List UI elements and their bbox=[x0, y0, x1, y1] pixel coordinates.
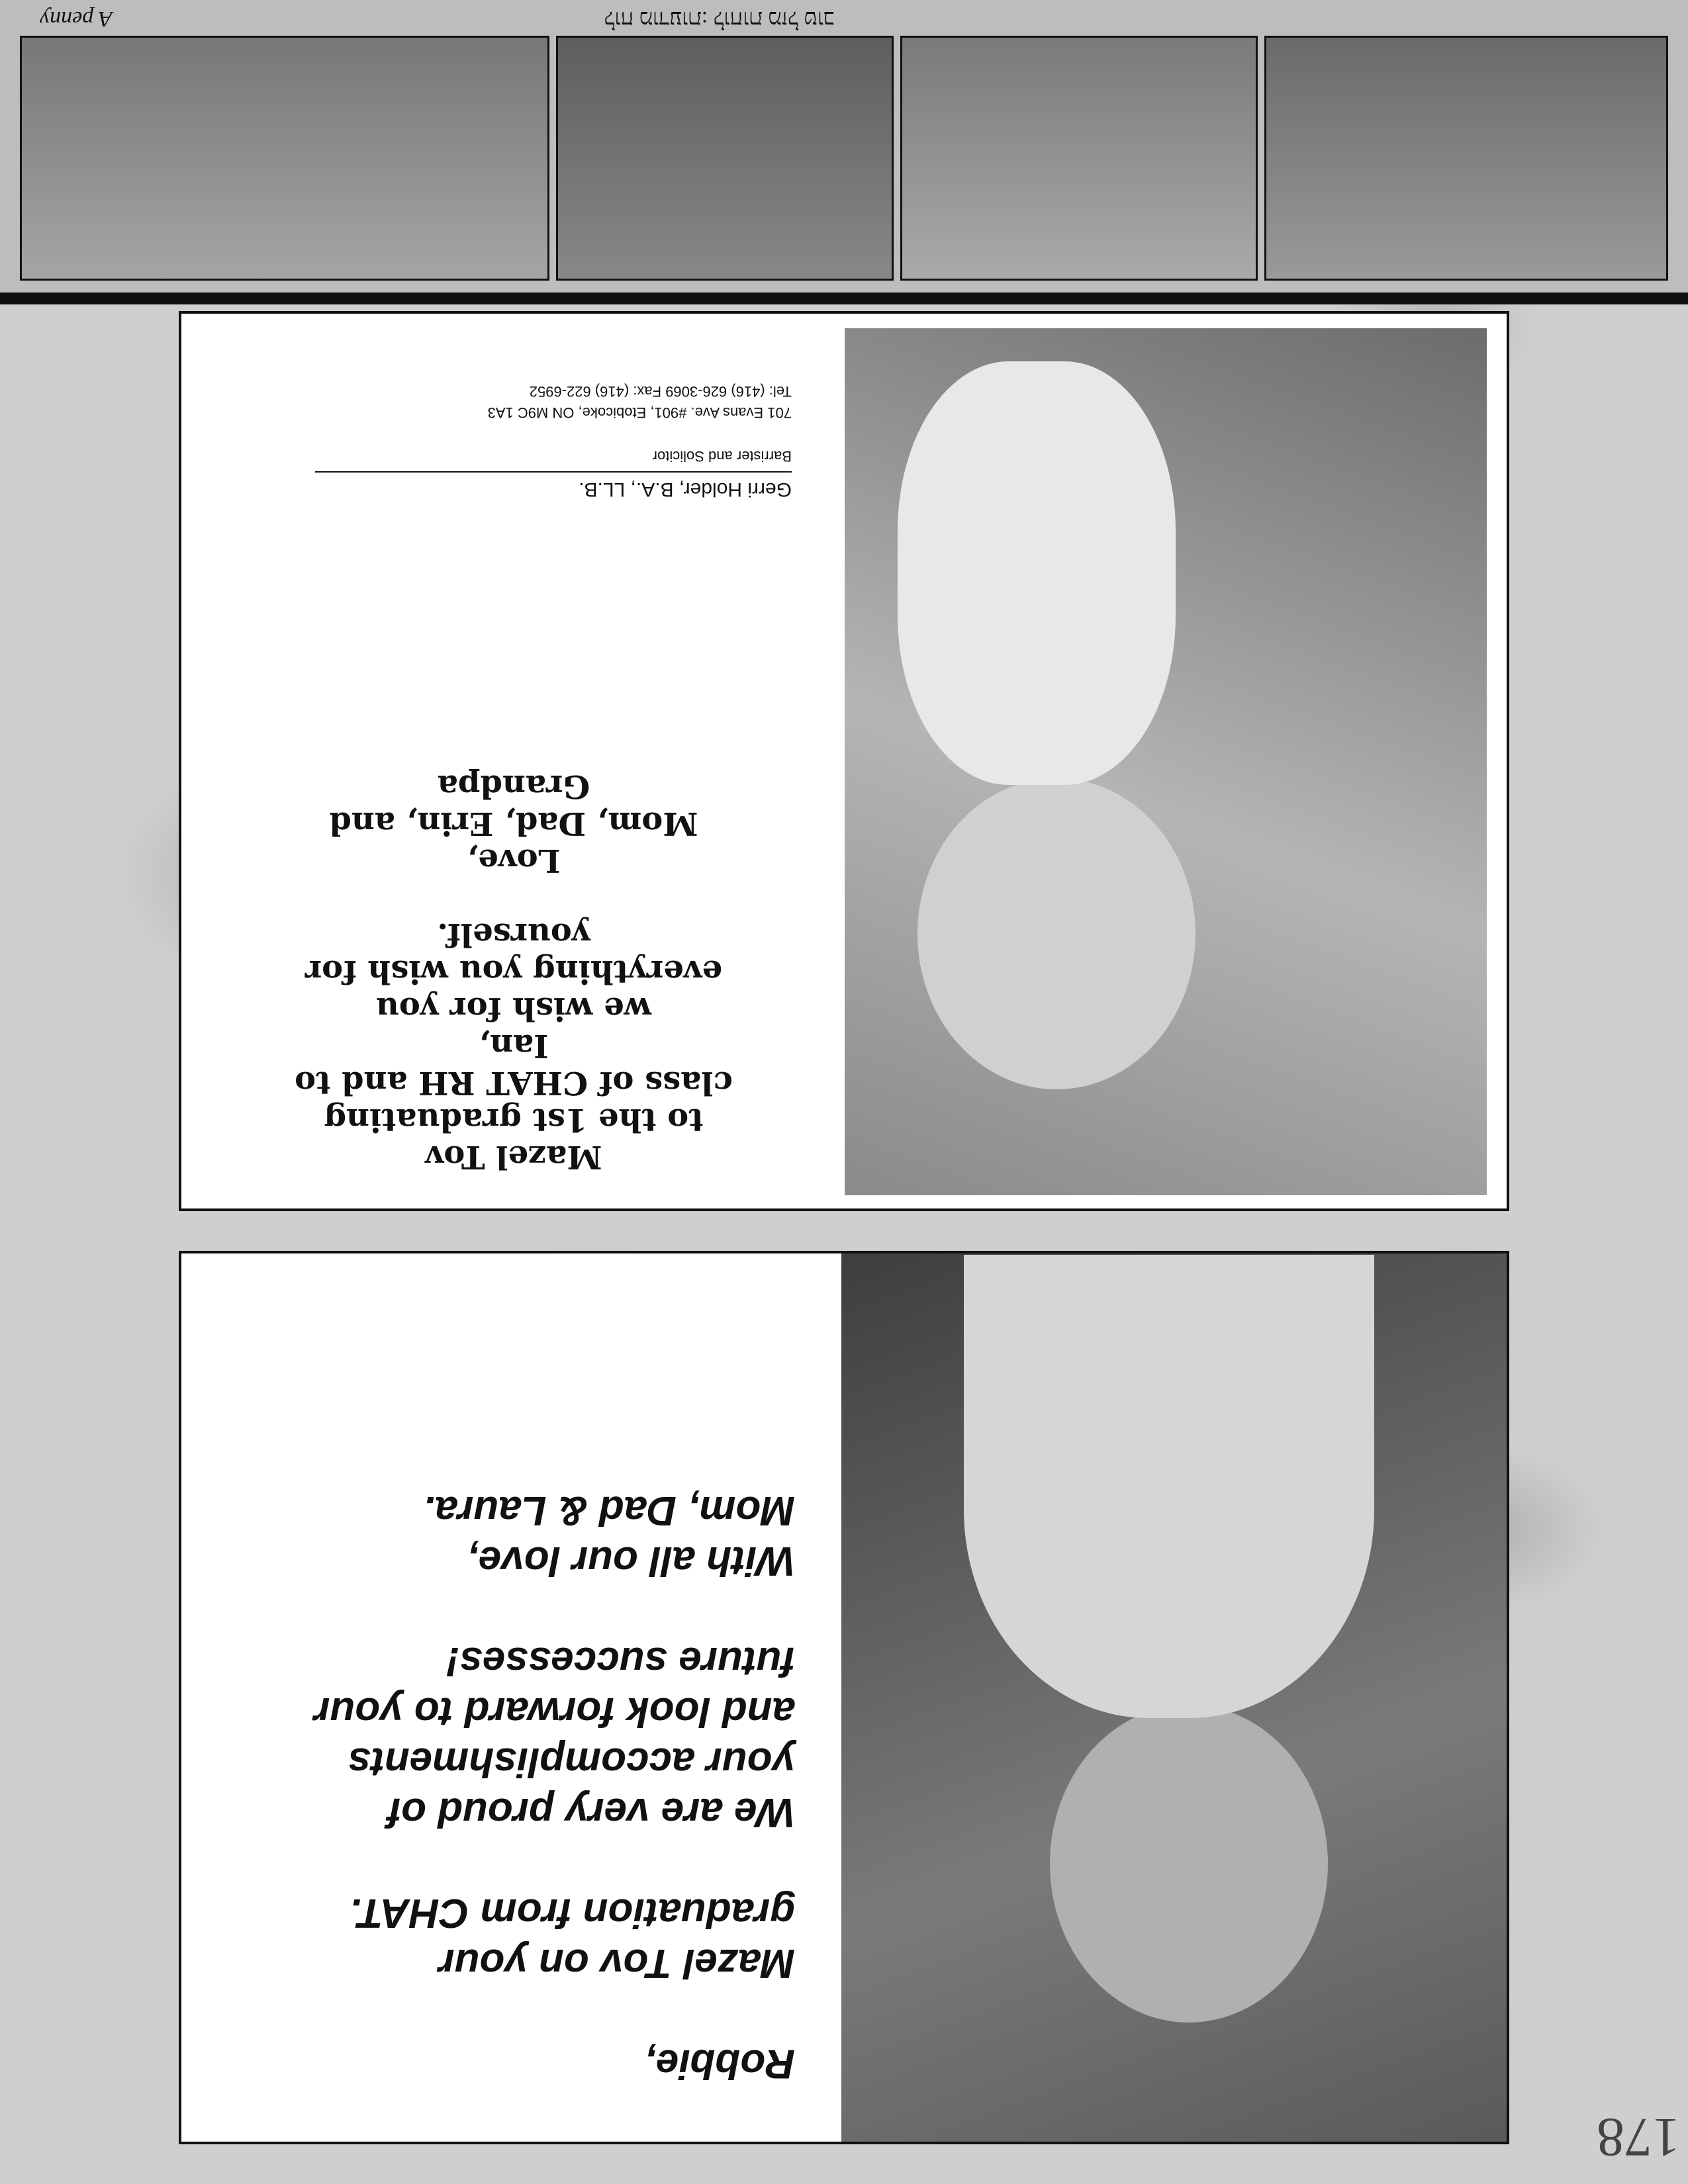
message-line: Robbie, bbox=[644, 2041, 795, 2087]
robbie-photo bbox=[841, 1253, 1507, 2142]
strip-photo-classroom bbox=[1264, 36, 1668, 281]
message-line: we wish for you bbox=[375, 990, 652, 1027]
child-shirt bbox=[898, 361, 1176, 785]
message-line: Mom, Dad & Laura. bbox=[423, 1488, 795, 1533]
message-line: Mazel Tov bbox=[425, 1138, 602, 1175]
page-number: 178 bbox=[1597, 2107, 1680, 2168]
robbie-message bbox=[179, 1253, 841, 2142]
message-line: With all our love, bbox=[467, 1538, 795, 1584]
divider bbox=[315, 471, 792, 473]
message-line: everything you wish for bbox=[305, 953, 723, 990]
child-head bbox=[917, 778, 1196, 1089]
ian-photo bbox=[845, 328, 1487, 1195]
strip-caption bbox=[26, 5, 1662, 31]
robbie-congratulations-ad bbox=[179, 1251, 1509, 2144]
message-line: Grandpa bbox=[437, 768, 590, 805]
sponsor-address: 701 Evans Ave. #901, Etobicoke, ON M9C 1A3 bbox=[487, 404, 792, 421]
message-line: Ian, bbox=[479, 1027, 549, 1064]
message-line: Mazel Tov on your bbox=[438, 1940, 795, 1986]
message-line: Mom, Dad, Erin, and bbox=[329, 805, 698, 842]
message-line: to the 1st graduating bbox=[324, 1101, 704, 1138]
message-line: yourself. bbox=[437, 916, 590, 953]
message-line: We are very proud of bbox=[387, 1790, 795, 1835]
message-line: future successes! bbox=[445, 1639, 795, 1684]
strip-divider bbox=[0, 293, 1688, 304]
strip-photo-students bbox=[20, 36, 549, 281]
sponsor-block bbox=[315, 383, 792, 500]
ian-message bbox=[196, 328, 831, 1189]
strip-caption-hebrew: לוח מודעות: לוחות מזל טוב bbox=[604, 7, 834, 31]
strip-photo-posters bbox=[900, 36, 1258, 281]
sponsor-name: Gerri Holder, B.A., LL.B. bbox=[579, 478, 792, 500]
message-line: and look forward to your bbox=[314, 1689, 795, 1735]
message-line: class of CHAT RH and to bbox=[295, 1064, 733, 1101]
message-line: your accomplishments bbox=[348, 1739, 795, 1785]
message-line: Love, bbox=[467, 842, 561, 879]
child-head bbox=[1050, 1705, 1328, 2023]
ian-congratulations-ad bbox=[179, 311, 1509, 1211]
message-line: graduation from CHAT. bbox=[350, 1890, 795, 1936]
sponsor-title: Barrister and Solicitor bbox=[652, 448, 792, 465]
child-shirt bbox=[964, 1255, 1374, 1718]
strip-caption-tag: A penny bbox=[40, 7, 113, 31]
sponsor-phone: Tel: (416) 626-3069 Fax: (416) 622-6952 bbox=[529, 383, 792, 400]
strip-photo-group bbox=[556, 36, 894, 281]
photo-strip bbox=[0, 0, 1688, 293]
